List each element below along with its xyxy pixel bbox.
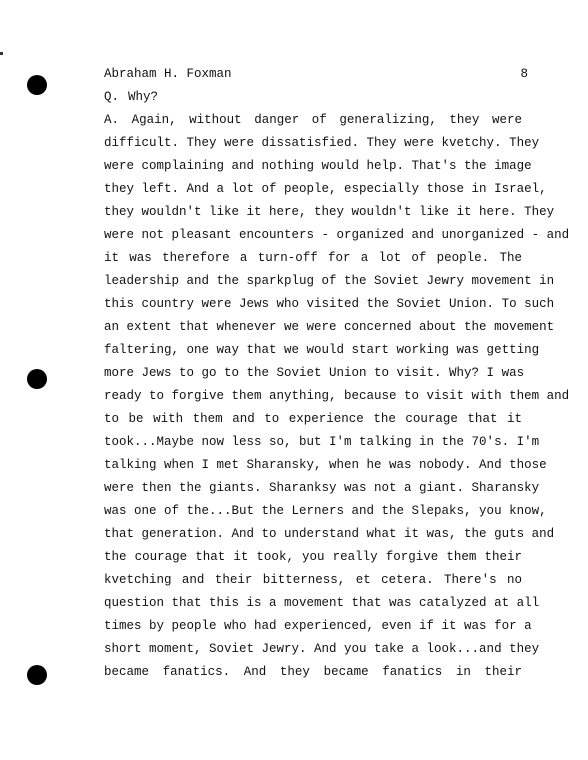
punch-hole-top: [27, 75, 47, 95]
question: [104, 90, 158, 104]
text-line: short moment, Soviet Jewry. And you take a look...and they: [104, 642, 540, 656]
page-number: 8: [520, 67, 528, 81]
text-line: leadership and the sparkplug of the Soviet Jewry movement in: [104, 274, 555, 288]
text-line: were not pleasant encounters - organized and unorganized - and: [104, 228, 570, 242]
text-line: it was therefore a turn-off for a lot of people. The: [104, 251, 522, 265]
text-line: they wouldn't like it here, they wouldn't like it here. They: [104, 205, 555, 219]
text-line: the courage that it took, you really forgive them their: [104, 550, 522, 564]
page-header: [104, 67, 528, 83]
text-line: were then the giants. Sharanksy was not a giant. Sharansky: [104, 481, 540, 495]
question-text: Why?: [128, 90, 159, 104]
text-line: difficult. They were dissatisfied. They were kvetchy. They: [104, 136, 540, 150]
text-line: A. Again, without danger of generalizing, they were: [104, 113, 522, 127]
text-line: this country were Jews who visited the Soviet Union. To such: [104, 297, 555, 311]
text-line: faltering, one way that we would start working was getting: [104, 343, 540, 357]
text-line: talking when I met Sharansky, when he was nobody. And those: [104, 458, 547, 472]
speaker-name: Abraham H. Foxman: [104, 67, 232, 81]
text-line: that generation. And to understand what it was, the guts and: [104, 527, 555, 541]
text-line: were complaining and nothing would help. That's the image: [104, 159, 532, 173]
text-line: ready to forgive them anything, because to visit with them and: [104, 389, 570, 403]
text-line: an extent that whenever we were concerned about the movement: [104, 320, 555, 334]
text-line: kvetching and their bitterness, et cetera. There's no: [104, 573, 522, 587]
answer-text: [104, 109, 570, 684]
question-label: Q.: [104, 90, 120, 104]
text-line: times by people who had experienced, even if it was for a: [104, 619, 532, 633]
text-line: was one of the...But the Lerners and the Slepaks, you know,: [104, 504, 547, 518]
punch-hole-bottom: [27, 665, 47, 685]
punch-hole-middle: [27, 369, 47, 389]
text-line: question that this is a movement that was catalyzed at all: [104, 596, 540, 610]
text-line: to be with them and to experience the courage that it: [104, 412, 522, 426]
scan-edge-mark: [0, 52, 3, 55]
text-line: they left. And a lot of people, especially those in Israel,: [104, 182, 547, 196]
text-line: became fanatics. And they became fanatics in their: [104, 665, 522, 679]
text-line: took...Maybe now less so, but I'm talking in the 70's. I'm: [104, 435, 540, 449]
text-line: more Jews to go to the Soviet Union to visit. Why? I was: [104, 366, 525, 380]
